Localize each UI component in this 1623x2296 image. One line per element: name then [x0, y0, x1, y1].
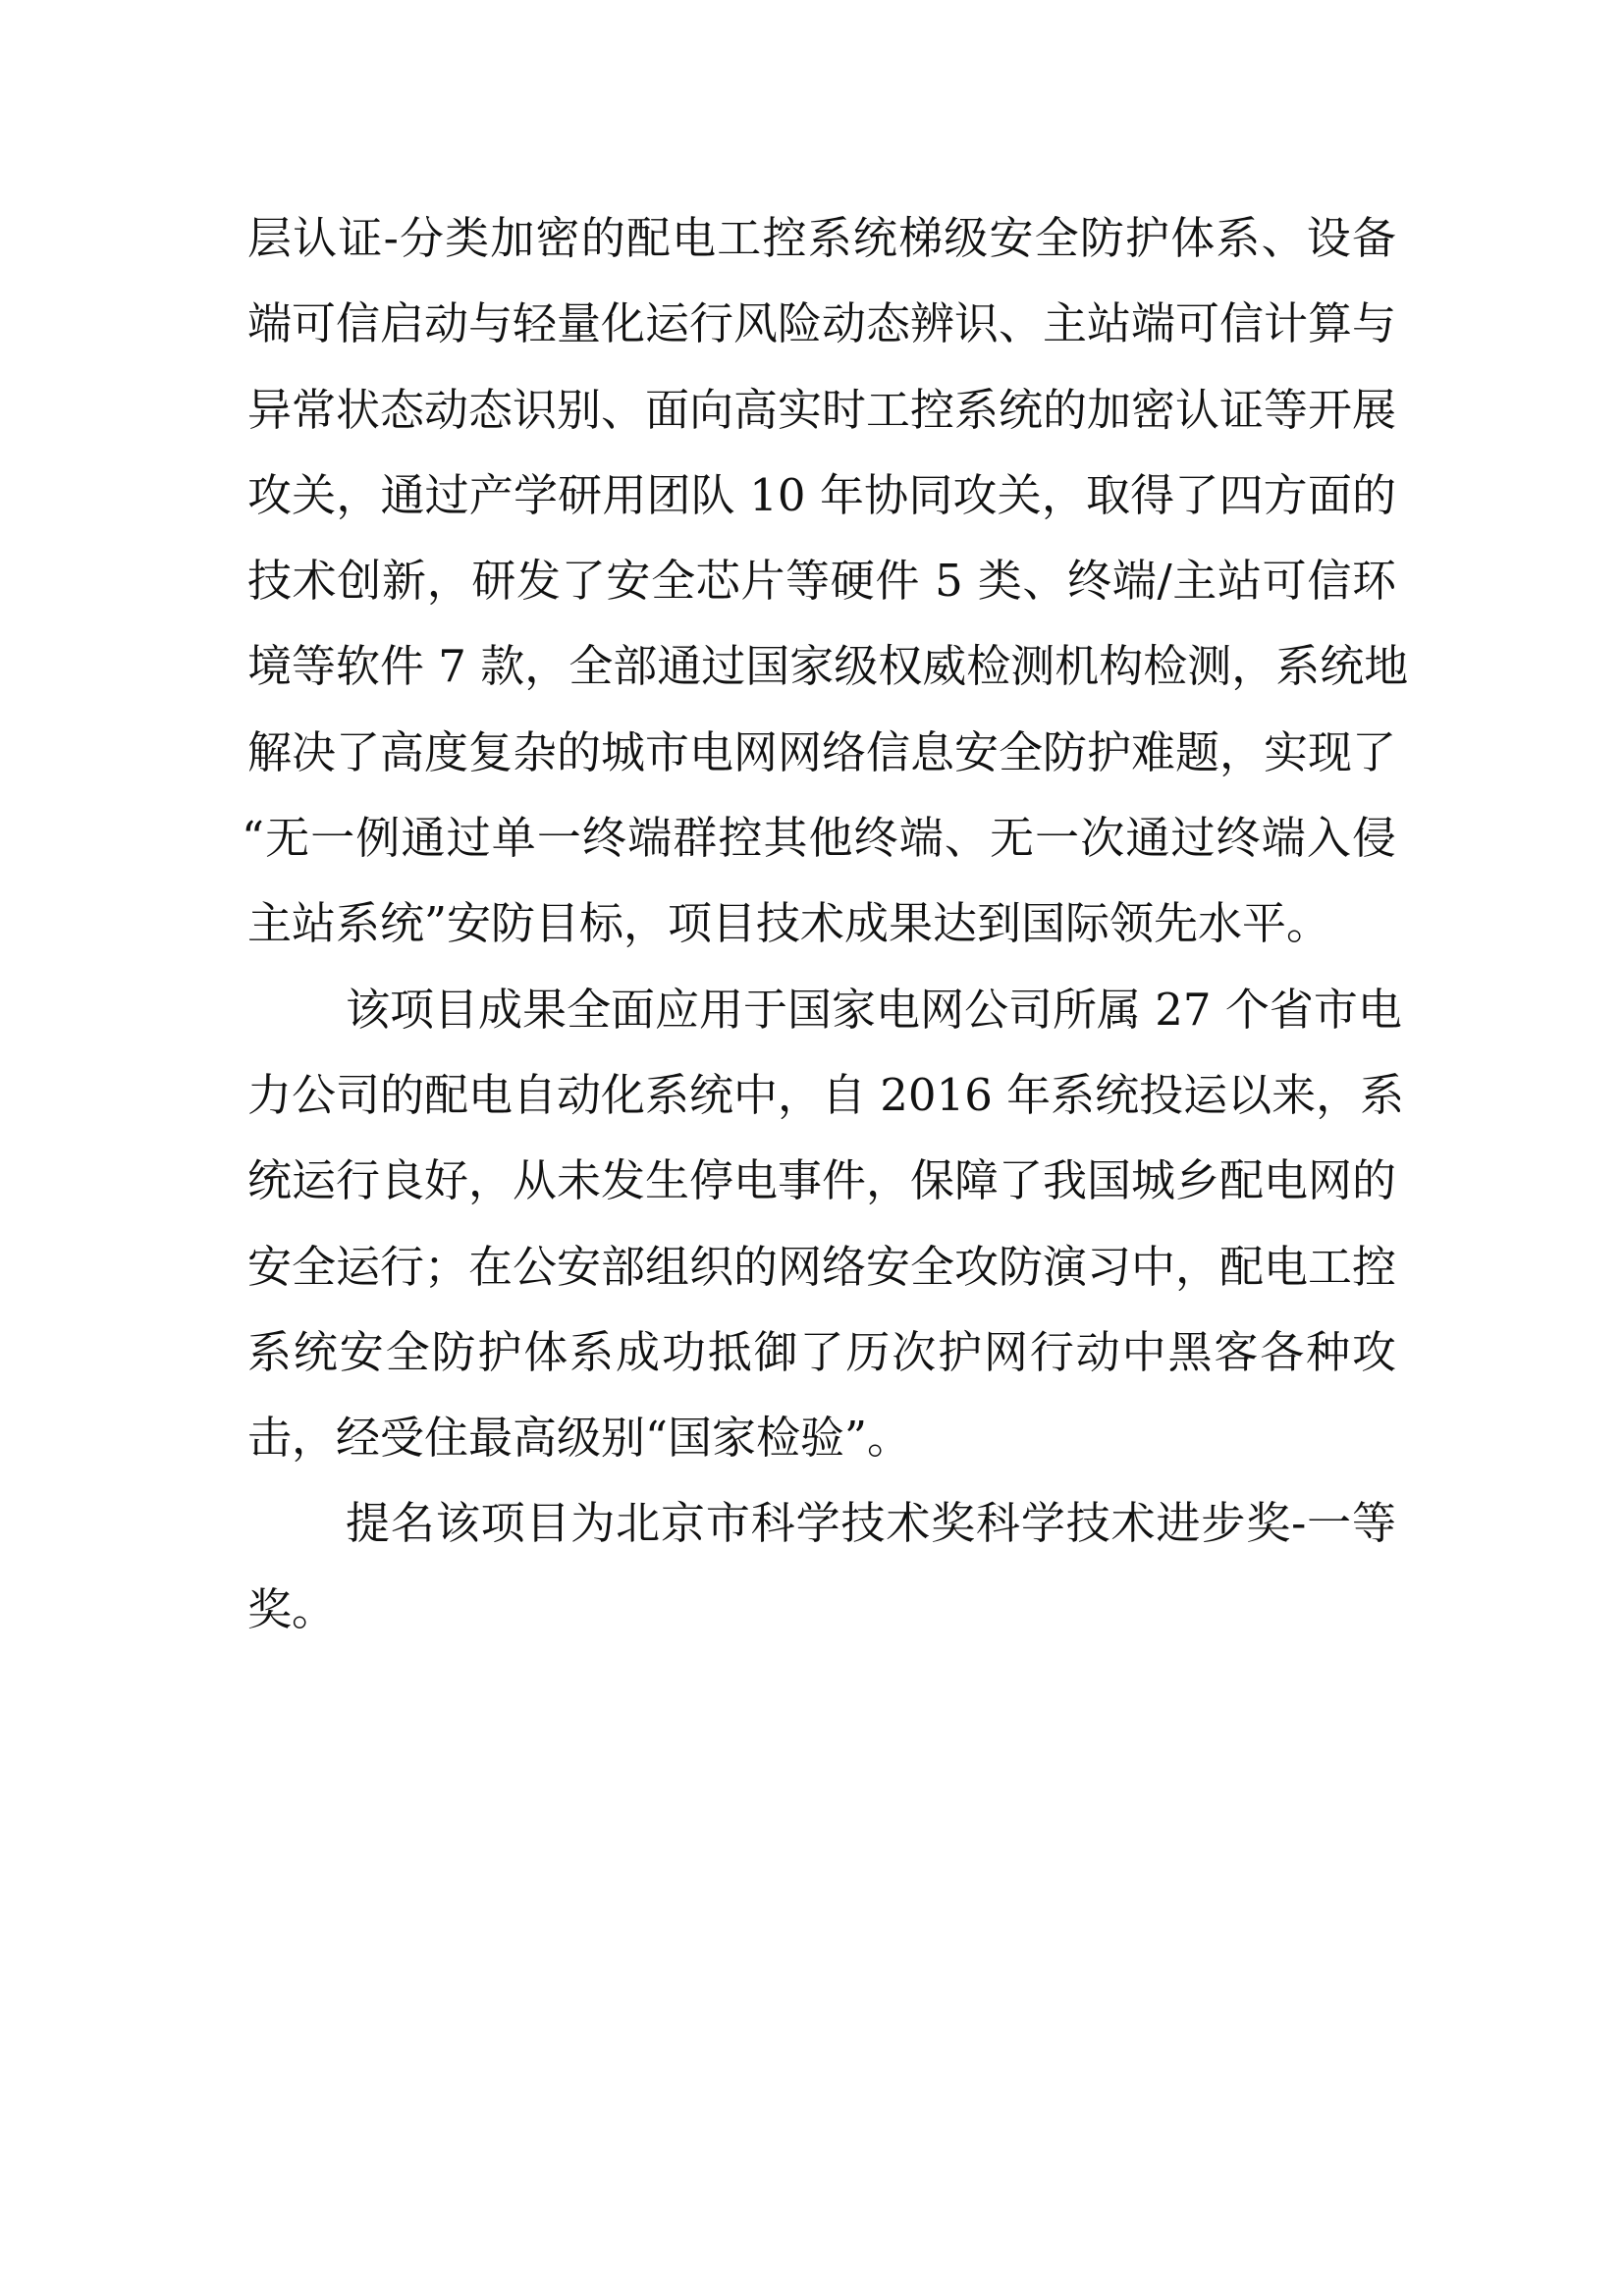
paragraph-2	[247, 981, 1405, 1495]
text-line: 该项目成果全面应用于国家电网公司所属 27 个省市电	[346, 983, 1402, 1036]
paragraph-1	[242, 209, 1409, 981]
text-line: 主站系统”安防目标，项目技术成果达到国际领先水平。	[247, 897, 1331, 950]
text-line: 层认证-分类加密的配电工控系统梯级安全防护体系、设备	[247, 212, 1396, 264]
text-line: 提名该项目为北京市科学技术奖科学技术进步奖-一等	[346, 1497, 1396, 1550]
text-line: 安全运行；在公安部组织的网络安全攻防演习中，配电工控	[247, 1240, 1397, 1293]
text-line: 异常状态动态识别、面向高实时工控系统的加密认证等开展	[247, 383, 1397, 436]
text-line: 击，经受住最高级别“国家检验”。	[247, 1412, 912, 1465]
text-line: 技术创新，研发了安全芯片等硬件 5 类、终端/主站可信环	[247, 555, 1396, 608]
paragraph-3	[247, 1494, 1396, 1666]
text-line: 力公司的配电自动化系统中，自 2016 年系统投运以来，系	[247, 1068, 1405, 1121]
text-line: 攻关，通过产学研用团队 10 年协同攻关，取得了四方面的	[247, 468, 1396, 521]
text-line: 奖。	[247, 1582, 337, 1635]
text-line: 统运行良好，从未发生停电事件，保障了我国城乡配电网的	[247, 1154, 1397, 1207]
text-line: 端可信启动与轻量化运行风险动态辨识、主站端可信计算与	[247, 297, 1397, 350]
text-line: 境等软件 7 款，全部通过国家级权威检测机构检测，系统地	[247, 640, 1409, 693]
body-text	[242, 209, 1409, 1666]
text-line: 系统安全防护体系成功抵御了历次护网行动中黑客各种攻	[247, 1325, 1396, 1378]
text-line: 解决了高度复杂的城市电网网络信息安全防护难题，实现了	[247, 725, 1397, 778]
text-line: “无一例通过单一终端群控其他终端、无一次通过终端入侵	[242, 812, 1396, 865]
